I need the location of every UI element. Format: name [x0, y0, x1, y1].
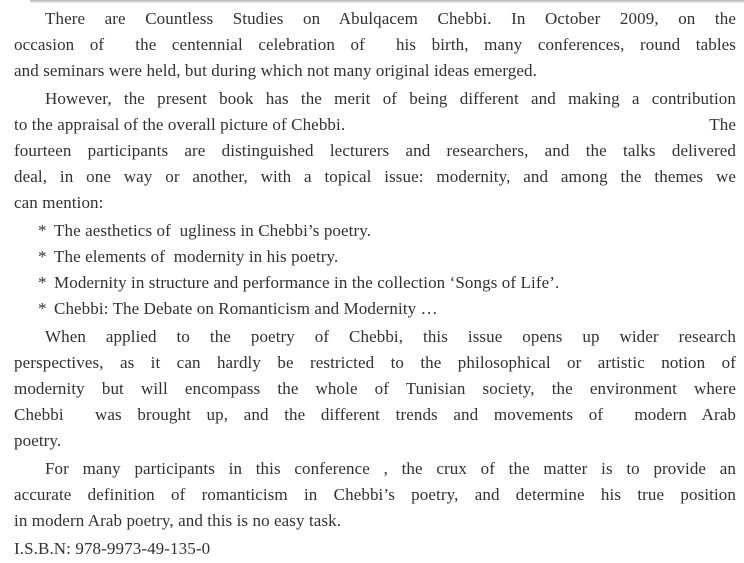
top-edge-line	[30, 0, 744, 3]
document-body	[14, 6, 736, 562]
text-segment-right: The	[709, 115, 736, 134]
list-item	[14, 244, 736, 270]
text-line: and seminars were held, but during which not many original ideas emerged.	[14, 61, 537, 80]
bullet-marker: *	[38, 273, 47, 292]
list-item	[14, 296, 736, 322]
list-item	[14, 270, 736, 296]
list-item-text: The elements of modernity in his poetry.	[54, 247, 339, 266]
text-line: poetry.	[14, 431, 62, 450]
text-line: When applied to the poetry of Chebbi, this issue opens up wider research	[45, 327, 736, 346]
paragraph	[14, 6, 736, 84]
list-item-text: The aesthetics of ugliness in Chebbi’s poetry.	[54, 221, 372, 240]
list-item	[14, 218, 736, 244]
paragraph	[14, 324, 736, 454]
text-line: occasion of the centennial celebration of his birth, many conferences, round tables	[14, 35, 736, 54]
bullet-marker: *	[38, 247, 47, 266]
text-line: However, the present book has the merit of being different and making a contribution	[45, 89, 736, 108]
text-segment-left: to the appraisal of the overall picture of Chebbi.	[14, 115, 346, 134]
text-line: deal, in one way or another, with a topical issue: modernity, and among the themes we	[14, 167, 736, 186]
paragraph	[14, 456, 736, 534]
theme-list	[14, 218, 736, 322]
paragraph	[14, 86, 736, 216]
text-line	[14, 112, 736, 138]
text-line: fourteen participants are distinguished lecturers and researchers, and the talks delivered	[14, 141, 736, 160]
text-line: There are Countless Studies on Abulqacem Chebbi. In October 2009, on the	[45, 9, 736, 28]
text-line: Chebbi was brought up, and the different trends and movements of modern Arab	[14, 405, 736, 424]
text-line: accurate definition of romanticism in Chebbi’s poetry, and determine his true position	[14, 485, 736, 504]
bullet-marker: *	[38, 299, 47, 318]
bullet-marker: *	[38, 221, 47, 240]
list-item-text: Modernity in structure and performance in the collection ‘Songs of Life’.	[54, 273, 560, 292]
text-line: For many participants in this conference , the crux of the matter is to provide an	[45, 459, 736, 478]
text-line: can mention:	[14, 193, 104, 212]
list-item-text: Chebbi: The Debate on Romanticism and Modernity …	[54, 299, 438, 318]
text-line: perspectives, as it can hardly be restricted to the philosophical or artistic notion of	[14, 353, 736, 372]
text-line: modernity but will encompass the whole of Tunisian society, the environment where	[14, 379, 736, 398]
text-line: in modern Arab poetry, and this is no easy task.	[14, 511, 342, 530]
isbn-line: I.S.B.N: 978-9973-49-135-0	[14, 539, 211, 558]
